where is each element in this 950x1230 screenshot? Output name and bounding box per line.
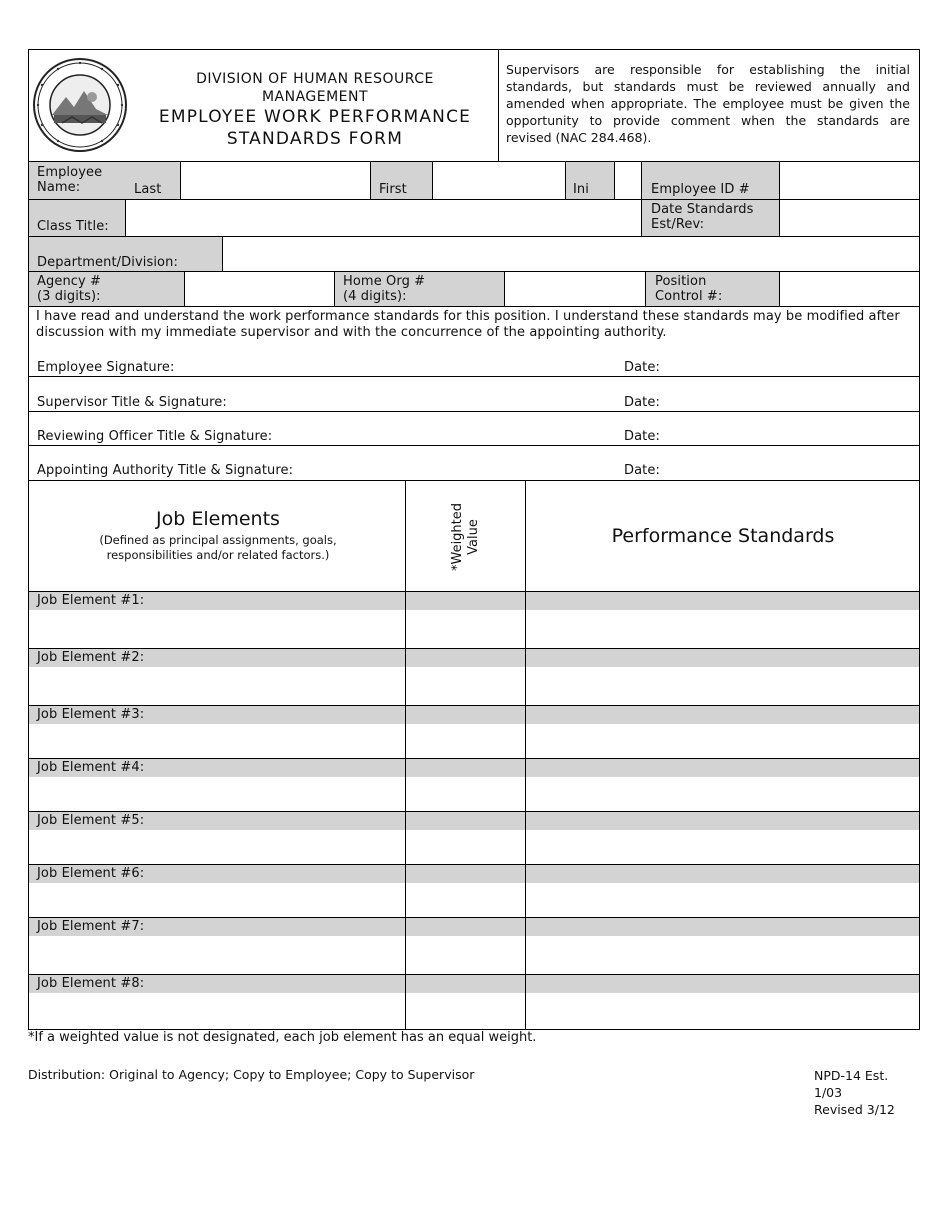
first-name-input[interactable] <box>433 162 566 200</box>
job-element-label: Job Element #7: <box>37 919 145 934</box>
job-element-label: Job Element #4: <box>37 760 145 775</box>
weighted-value-label <box>450 503 482 571</box>
job-element-weight-band <box>406 706 526 724</box>
class-title-label: Class Title: <box>37 219 109 234</box>
performance-standards-title: Performance Standards <box>611 525 835 547</box>
employee-name-label <box>37 165 102 195</box>
supervisor-signature-label: Supervisor Title & Signature: <box>37 395 227 410</box>
form-title-line-1: EMPLOYEE WORK PERFORMANCE <box>158 107 472 127</box>
job-element-standard-input[interactable] <box>526 667 920 706</box>
class-title-input[interactable] <box>126 200 642 237</box>
job-element-label: Job Element #3: <box>37 707 145 722</box>
job-element-weight-input[interactable] <box>406 993 526 1030</box>
job-element-weight-input[interactable] <box>406 777 526 812</box>
supervisor-signature-date-label: Date: <box>624 395 660 410</box>
appointing-authority-signature-label: Appointing Authority Title & Signature: <box>37 463 294 478</box>
job-element-standard-band <box>526 812 920 830</box>
job-elements-title: Job Elements <box>156 508 280 530</box>
job-element-standard-band <box>526 918 920 936</box>
home-org-label <box>343 274 425 304</box>
job-element-standard-input[interactable] <box>526 777 920 812</box>
job-element-description-input[interactable] <box>28 777 406 812</box>
job-element-weight-input[interactable] <box>406 667 526 706</box>
employee-name-label-l1: Employee <box>37 165 103 180</box>
job-element-weight-band <box>406 812 526 830</box>
job-element-description-input[interactable] <box>28 993 406 1030</box>
distribution-note: Distribution: Original to Agency; Copy to Employee; Copy to Supervisor <box>28 1067 475 1082</box>
weighted-value-header <box>406 481 526 592</box>
date-standards-label-l1: Date Standards <box>651 202 754 217</box>
agency-label <box>37 274 101 304</box>
department-label: Department/Division: <box>37 255 178 270</box>
division-title <box>140 70 490 106</box>
employee-signature-date-label: Date: <box>624 360 660 375</box>
employee-name-label-l2: Name: <box>37 180 81 195</box>
job-element-label: Job Element #6: <box>37 866 145 881</box>
appointing-authority-signature-date-label: Date: <box>624 463 660 478</box>
date-standards-input[interactable] <box>780 200 920 237</box>
header-divider <box>498 49 499 162</box>
form-title-line-2: STANDARDS FORM <box>226 129 404 149</box>
job-element-weight-input[interactable] <box>406 724 526 759</box>
job-element-weight-input[interactable] <box>406 830 526 865</box>
position-control-label-l2: Control #: <box>655 289 723 304</box>
agency-label-l2: (3 digits): <box>37 289 101 304</box>
job-element-weight-band <box>406 649 526 667</box>
job-element-description-input[interactable] <box>28 610 406 649</box>
revised-date: Revised 3/12 <box>814 1102 895 1117</box>
job-element-label: Job Element #1: <box>37 593 145 608</box>
division-line-2: MANAGEMENT <box>261 89 369 105</box>
employee-signature-label: Employee Signature: <box>37 360 175 375</box>
weighted-value-label-l2: Value <box>466 519 481 555</box>
job-element-weight-input[interactable] <box>406 936 526 975</box>
job-elements-subtitle-l1: (Defined as principal assignments, goals, <box>99 533 337 547</box>
job-element-label: Job Element #8: <box>37 976 145 991</box>
home-org-label-l1: Home Org # <box>343 274 426 289</box>
department-input[interactable] <box>223 237 920 272</box>
initial-input[interactable] <box>615 162 642 200</box>
job-element-weight-input[interactable] <box>406 883 526 918</box>
employee-id-label: Employee ID # <box>651 182 750 197</box>
job-elements-header <box>28 481 406 592</box>
form-number: NPD-14 Est. 1/03 <box>814 1068 889 1100</box>
position-control-label-l1: Position <box>655 274 707 289</box>
initial-label: Ini <box>573 182 589 197</box>
position-control-input[interactable] <box>780 272 920 307</box>
reviewing-officer-signature-date-label: Date: <box>624 429 660 444</box>
position-control-label <box>655 274 722 304</box>
job-element-label: Job Element #5: <box>37 813 145 828</box>
job-element-description-input[interactable] <box>28 724 406 759</box>
job-element-weight-band <box>406 592 526 610</box>
acknowledgement-text: I have read and understand the work performance standards for this position. I understand these standards may be modified after discussion with my immediate supervisor and with the concurrence of the appointing authority. <box>36 309 900 340</box>
form-number-block <box>814 1067 920 1118</box>
supervisor-notice: Supervisors are responsible for establishing the initial standards, but standards must be reviewed annually and amended when appropriate. The employee must be given the opportunity to provide comment when the standards are revised (NAC 284.468). <box>506 62 910 145</box>
home-org-label-l2: (4 digits): <box>343 289 407 304</box>
agency-label-l1: Agency # <box>37 274 102 289</box>
job-element-standard-band <box>526 759 920 777</box>
job-element-weight-input[interactable] <box>406 610 526 649</box>
job-element-standard-band <box>526 975 920 993</box>
job-element-standard-input[interactable] <box>526 724 920 759</box>
job-element-weight-band <box>406 975 526 993</box>
job-element-label: Job Element #2: <box>37 650 145 665</box>
nevada-seal-icon <box>32 57 128 153</box>
job-element-standard-input[interactable] <box>526 936 920 975</box>
division-line-1: DIVISION OF HUMAN RESOURCE <box>196 71 434 87</box>
date-standards-label-l2: Est/Rev: <box>651 217 705 232</box>
job-element-standard-input[interactable] <box>526 993 920 1030</box>
job-element-description-input[interactable] <box>28 830 406 865</box>
job-element-standard-input[interactable] <box>526 830 920 865</box>
last-name-input[interactable] <box>181 162 371 200</box>
home-org-input[interactable] <box>505 272 646 307</box>
job-element-standard-band <box>526 592 920 610</box>
reviewing-officer-signature-label: Reviewing Officer Title & Signature: <box>37 429 273 444</box>
job-elements-subtitle-l2: responsibilities and/or related factors.) <box>106 548 330 562</box>
job-element-standard-input[interactable] <box>526 610 920 649</box>
job-element-standard-band <box>526 706 920 724</box>
last-name-label: Last <box>134 182 162 197</box>
form-title <box>140 106 490 150</box>
agency-input[interactable] <box>185 272 335 307</box>
job-element-weight-band <box>406 918 526 936</box>
job-element-description-input[interactable] <box>28 883 406 918</box>
job-element-standard-band <box>526 649 920 667</box>
job-element-standard-input[interactable] <box>526 883 920 918</box>
job-elements-subtitle <box>29 533 407 563</box>
first-name-label: First <box>379 182 407 197</box>
date-standards-label <box>651 202 754 232</box>
weight-note: *If a weighted value is not designated, each job element has an equal weight. <box>28 1030 537 1045</box>
performance-standards-header <box>526 481 920 592</box>
weighted-value-label-l1: *Weighted <box>450 502 465 572</box>
job-element-standard-band <box>526 865 920 883</box>
job-element-description-input[interactable] <box>28 936 406 975</box>
job-element-weight-band <box>406 759 526 777</box>
job-element-description-input[interactable] <box>28 667 406 706</box>
employee-id-input[interactable] <box>780 162 920 200</box>
job-element-weight-band <box>406 865 526 883</box>
